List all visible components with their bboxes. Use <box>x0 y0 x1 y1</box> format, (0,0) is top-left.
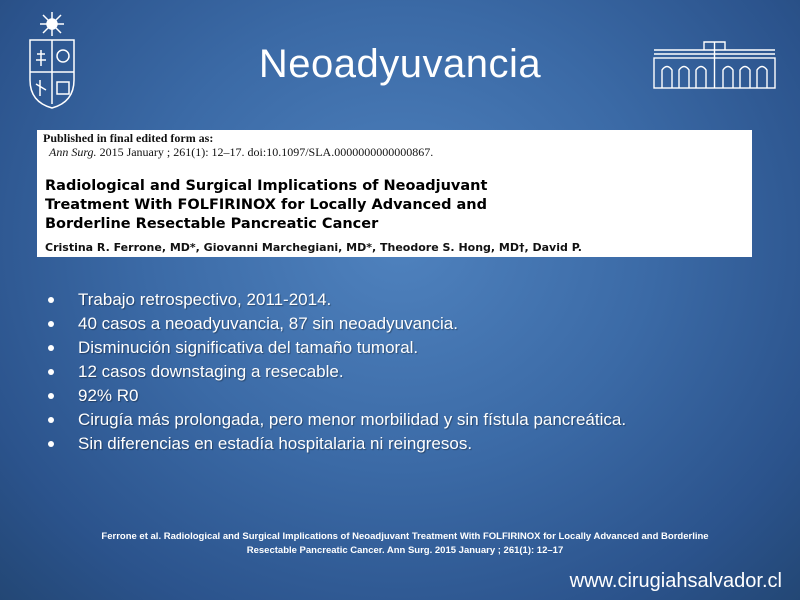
bullet-text: 12 casos downstaging a resecable. <box>78 362 344 381</box>
paper-title-line: Radiological and Surgical Implications of Neoadjuvant <box>45 178 488 194</box>
bullet-dot-icon <box>48 417 54 423</box>
bullet-dot-icon <box>48 441 54 447</box>
paper-title <box>43 177 746 234</box>
journal-name: Ann Surg. <box>49 145 97 159</box>
bullet-text: Trabajo retrospectivo, 2011-2014. <box>78 290 332 309</box>
bullet-text: Sin diferencias en estadía hospitalaria ni reingresos. <box>78 434 473 453</box>
bullet-dot-icon <box>48 321 54 327</box>
bullet-text: Disminución significativa del tamaño tumoral. <box>78 338 419 357</box>
reference-line: Resectable Pancreatic Cancer. Ann Surg. 2015 January ; 261(1): 12–17 <box>246 545 564 556</box>
bullet-dot-icon <box>48 345 54 351</box>
bullet-item <box>48 408 626 432</box>
paper-header-image <box>37 130 752 257</box>
slide-title: Neoadyuvancia <box>258 42 542 86</box>
citation-line <box>43 145 746 159</box>
published-line: Published in final edited form as: <box>43 131 214 145</box>
bullet-item <box>48 432 626 456</box>
bullet-item <box>48 312 626 336</box>
bullet-list <box>48 288 626 456</box>
paper-title-line: Borderline Resectable Pancreatic Cancer <box>45 216 379 232</box>
bullet-dot-icon <box>48 297 54 303</box>
reference-citation <box>60 530 750 558</box>
bullet-dot-icon <box>48 393 54 399</box>
bullet-item <box>48 288 626 312</box>
bullet-item <box>48 360 626 384</box>
bullet-dot-icon <box>48 369 54 375</box>
bullet-item <box>48 384 626 408</box>
paper-title-line: Treatment With FOLFIRINOX for Locally Advanced and <box>45 197 488 213</box>
bullet-text: Cirugía más prolongada, pero menor morbilidad y sin fístula pancreática. <box>78 410 627 429</box>
bullet-item <box>48 336 626 360</box>
website-url: www.cirugiahsalvador.cl <box>569 570 782 592</box>
citation-details: 2015 January ; 261(1): 12–17. doi:10.1097/SLA.0000000000000867. <box>96 145 434 159</box>
bullet-text: 92% R0 <box>78 386 139 405</box>
paper-authors: Cristina R. Ferrone, MD*, Giovanni Marchegiani, MD*, Theodore S. Hong, MD†, David P. <box>45 241 582 254</box>
bullet-text: 40 casos a neoadyuvancia, 87 sin neoadyuvancia. <box>78 314 458 333</box>
reference-line: Ferrone et al. Radiological and Surgical Implications of Neoadjuvant Treatment With FOLFIRINOX for Locally Advanced and Borderline <box>101 531 709 542</box>
